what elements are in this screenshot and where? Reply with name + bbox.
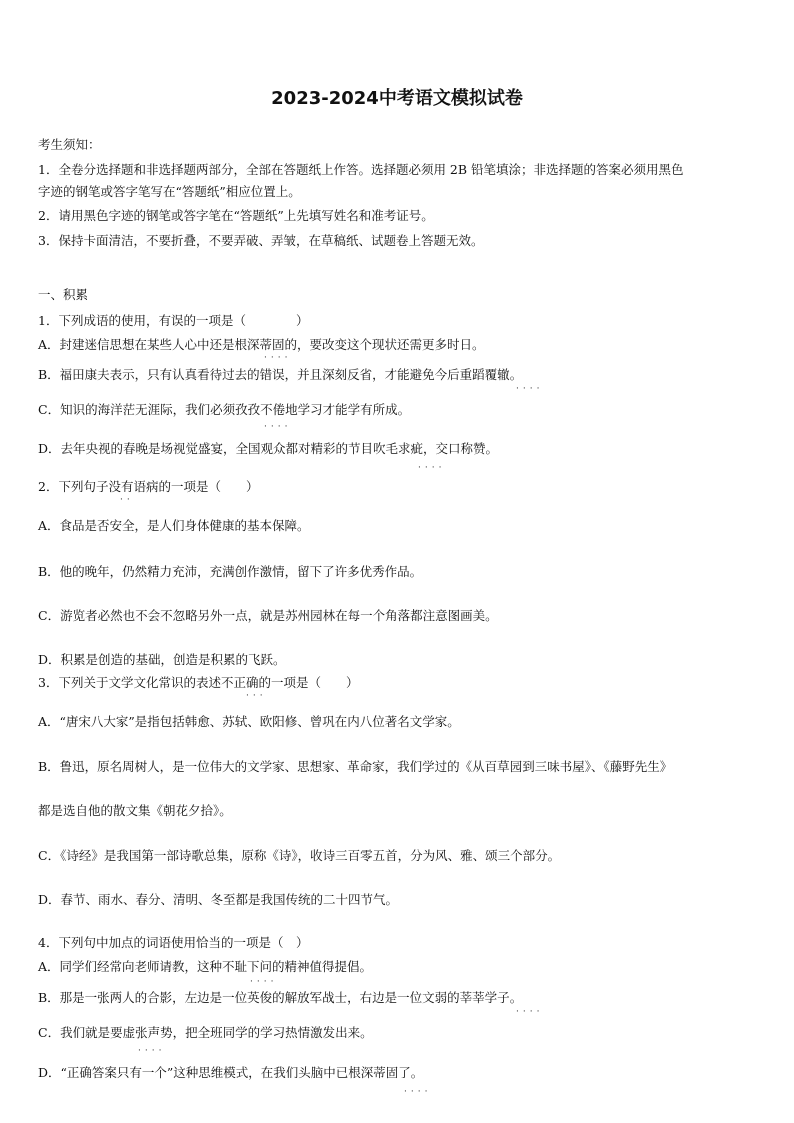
notice-item: 3．保持卡面清洁，不要折叠，不要弄破、弄皱，在草稿纸、试题卷上答题无效。	[38, 233, 484, 248]
notice-heading: 考生须知：	[38, 137, 101, 152]
question-stem: 2．下列句子没有语病的一项是（ ）	[38, 479, 259, 494]
question-option: B．福田康夫表示，只有认真看待过去的错误，并且深刻反省，才能避免今后重蹈覆辙。	[38, 367, 523, 382]
question-stem: 4．下列句中加点的词语使用恰当的一项是（ ）	[38, 935, 309, 950]
emphasis-dots: ····	[418, 463, 446, 473]
question-option: D．春节、雨水、春分、清明、冬至都是我国传统的二十四节气。	[38, 892, 399, 907]
question-option: A．“唐宋八大家”是指包括韩愈、苏轼、欧阳修、曾巩在内八位著名文学家。	[38, 714, 460, 729]
question-option: D．积累是创造的基础，创造是积累的飞跃。	[38, 652, 286, 667]
question-option-continued: 都是选自他的散文集《朝花夕拾》。	[38, 803, 232, 818]
emphasis-dots: ····	[138, 1046, 166, 1056]
emphasis-dots: ····	[516, 384, 544, 394]
emphasis-dots: ··	[120, 495, 134, 505]
emphasis-dots: ····	[264, 422, 292, 432]
question-option: A．封建迷信思想在某些人心中还是根深蒂固的，要改变这个现状还需更多时日。	[38, 337, 485, 352]
question-option: C．知识的海洋茫无涯际，我们必须孜孜不倦地学习才能学有所成。	[38, 402, 411, 417]
emphasis-dots: ····	[516, 1007, 544, 1017]
question-option: A．同学们经常向老师请教，这种不耻下问的精神值得提倡。	[38, 959, 373, 974]
section-heading: 一、积累	[38, 287, 89, 302]
emphasis-dots: ····	[264, 353, 292, 363]
emphasis-dots: ····	[250, 977, 278, 987]
page-title: 2023-2024中考语文模拟试卷	[271, 88, 523, 109]
question-stem: 1．下列成语的使用，有误的一项是（ ）	[38, 313, 309, 328]
question-option: B．鲁迅，原名周树人，是一位伟大的文学家、思想家、革命家，我们学过的《从百草园到三味书屋》、《藤野先生》	[38, 759, 673, 774]
question-option: A．食品是否安全，是人们身体健康的基本保障。	[38, 518, 310, 533]
question-option: B．他的晚年，仍然精力充沛，充满创作激情，留下了许多优秀作品。	[38, 564, 423, 579]
question-option: C．我们就是要虚张声势，把全班同学的学习热情激发出来。	[38, 1025, 373, 1040]
question-option: D．“正确答案只有一个”这种思维模式，在我们头脑中已根深蒂固了。	[38, 1065, 424, 1080]
notice-item: 1．全卷分选择题和非选择题两部分，全部在答题纸上作答。选择题必须用 2B 铅笔填涂；非选择题的答案必须用黑色	[38, 162, 684, 177]
notice-item: 2．请用黑色字迹的钢笔或答字笔在“答题纸”上先填写姓名和准考证号。	[38, 208, 434, 223]
emphasis-dots: ···	[246, 691, 267, 701]
notice-item: 字迹的钢笔或答字笔写在“答题纸”相应位置上。	[38, 184, 301, 199]
question-option: C．游览者必然也不会不忽略另外一点，就是苏州园林在每一个角落都注意图画美。	[38, 608, 498, 623]
question-stem: 3．下列关于文学文化常识的表述不正确的一项是（ ）	[38, 675, 359, 690]
question-option: B．那是一张两人的合影，左边是一位英俊的解放军战士，右边是一位文弱的莘莘学子。	[38, 990, 523, 1005]
emphasis-dots: ····	[404, 1087, 432, 1097]
question-option: D．去年央视的春晚是场视觉盛宴，全国观众都对精彩的节目吹毛求疵，交口称赞。	[38, 441, 499, 456]
question-option: C．《诗经》是我国第一部诗歌总集，原称《诗》，收诗三百零五首，分为风、雅、颂三个部分。	[38, 848, 561, 863]
